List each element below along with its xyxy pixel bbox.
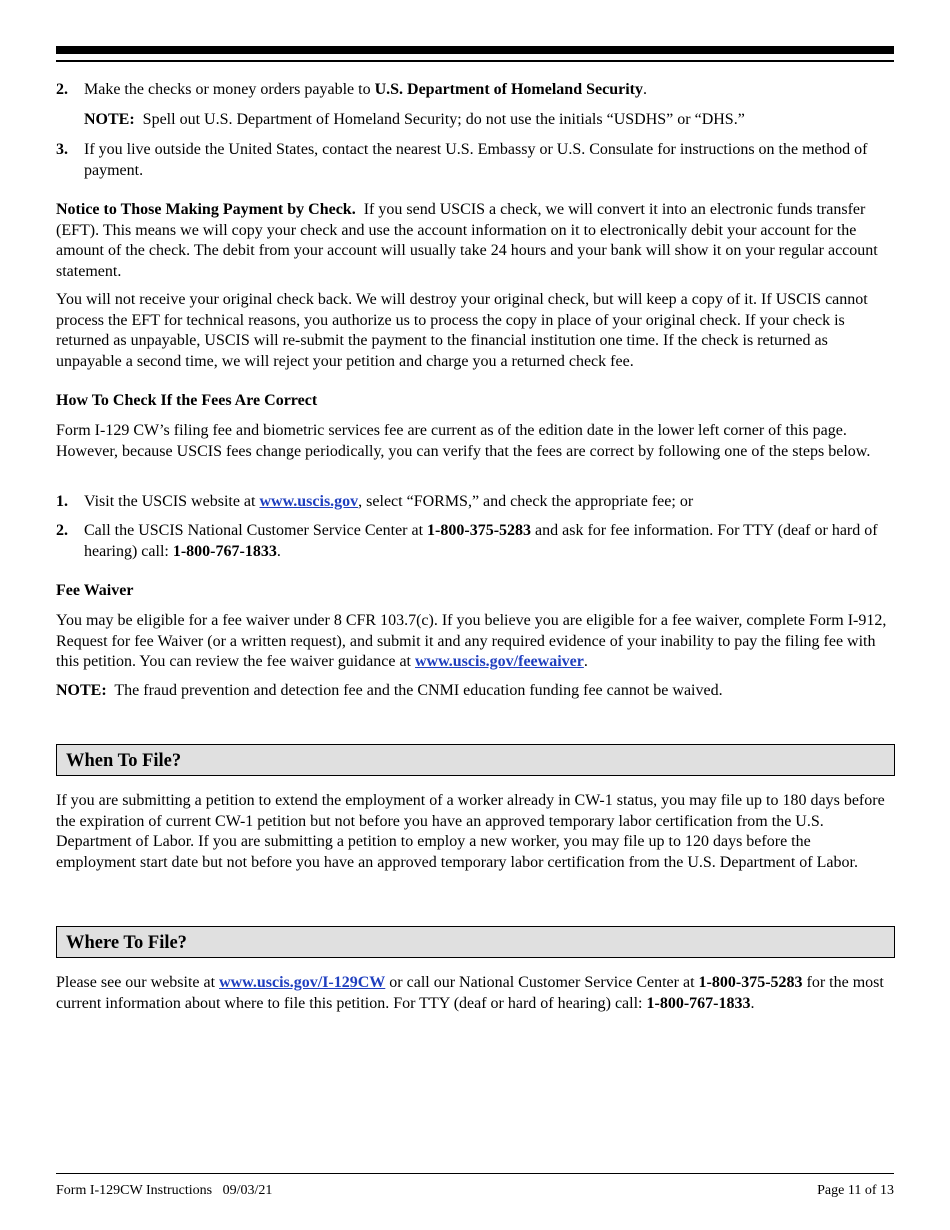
fee-waiver-text-end: . [583,653,588,670]
item-text: Call the USCIS National Customer Service Center at [84,522,428,539]
check-notice-text: If you send USCIS a check, we will convert it into an electronic funds transfer (EFT). This means we will copy your check and use the account information on it to electronically debit your account for the amount of the check. The debit from your account will usually take 24 hours and your bank will show it on your regular account statement. [56,201,878,280]
fees-check-heading: How To Check If the Fees Are Correct [56,392,318,409]
ncsc-phone: 1-800-375-5283 [427,522,532,539]
item-text-mid: and ask for fee information. For TTY (deaf or hard of hearing) call: [84,522,878,560]
when-to-file-paragraph: If you are submitting a petition to extend the employment of a worker already in CW-1 status, you may file up to 180 days before the expiration of current CW-1 petition but not before you have an approved temporary labor certification from the U.S. Department of Labor. If you are submitting a petition to employ a new worker, you may file up to 120 days before the employment start date but not before you have an approved temporary labor certification from the U.S. Department of Labor. [56,792,885,871]
item-text-end: , select “FORMS,” and check the appropriate fee; or [358,493,694,510]
fees-check-intro: Form I-129 CW’s filing fee and biometric services fee are current as of the edition date in the lower left corner of this page. However, because USCIS fees change periodically, you can verify that the fees are correct by following one of the steps below. [56,422,871,460]
when-to-file-header [56,744,895,776]
check-notice-label: Notice to Those Making Payment by Check. [56,201,356,218]
footer-form-edition: Form I-129CW Instructions 09/03/21 [56,1183,273,1198]
item-number: 1. [56,493,68,510]
step-text: If you live outside the United States, contact the nearest U.S. Embassy or U.S. Consulate for instructions on the method of payment. [84,141,868,179]
where-text-mid: or call our National Customer Service Center at [385,974,699,991]
where-text: Please see our website at [56,974,220,991]
fee-waiver-heading: Fee Waiver [56,582,134,599]
where-text-end: . [750,994,755,1012]
footer-rule [56,1173,894,1174]
footer-page-number: Page 11 of 13 [817,1183,894,1198]
fees-check-item-2 [56,521,922,562]
where-to-file-paragraph [56,973,894,1014]
uscis-website-link[interactable]: www.uscis.gov [259,493,359,510]
payment-note [56,110,922,131]
step-number: 3. [56,141,68,158]
fee-waiver-link[interactable]: www.uscis.gov/feewaiver [415,653,584,670]
item-text-end: . [276,542,281,560]
note-text: Spell out U.S. Department of Homeland Security; do not use the initials “USDHS” or “DHS.” [142,111,745,128]
note-label: NOTE: [56,682,107,699]
check-notice-paragraph [56,200,894,282]
tty-phone: 1-800-767-1833 [172,542,277,560]
payee-name: U.S. Department of Homeland Security [374,81,643,98]
fee-waiver-note [56,681,894,702]
i129cw-link[interactable]: www.uscis.gov/I-129CW [219,974,386,991]
step-text: Make the checks or money orders payable to [84,81,375,98]
payment-step-3 [56,140,922,181]
fee-waiver-text: You may be eligible for a fee waiver under 8 CFR 103.7(c). If you believe you are eligible for a fee waiver, complete Form I-912, Request for fee Waiver (or a written request), and submit it and any required evidence of your inability to pay the filing fee with this petition. You can review the fee waiver guidance at [56,612,887,670]
payment-step-2 [56,80,922,101]
header-rule-thin [56,60,894,62]
step-text-end: . [642,81,647,98]
step-number: 2. [56,81,68,98]
section-title: When To File? [66,751,182,771]
item-text: Visit the USCIS website at [84,493,260,510]
tty-phone: 1-800-767-1833 [646,994,751,1012]
where-to-file-header [56,926,895,958]
item-number: 2. [56,522,68,539]
where-text-mid2: for the most current information about where to file this petition. For TTY (deaf or hard of hearing) call: [56,974,884,1012]
check-return-paragraph: You will not receive your original check back. We will destroy your original check, but will keep a copy of it. If USCIS cannot process the EFT for technical reasons, you authorize us to process the copy in place of your original check. If your check is returned as unpayable, USCIS will re-submit the payment to the financial institution one time. If the check is returned as unpayable a second time, we will reject your petition and charge you a returned check fee. [56,291,868,370]
header-rule-thick [56,46,894,54]
fees-check-item-1 [56,492,922,513]
ncsc-phone: 1-800-375-5283 [698,974,803,991]
fee-waiver-paragraph [56,611,894,673]
section-title: Where To File? [66,933,187,953]
note-label: NOTE: [84,111,135,128]
note-text: The fraud prevention and detection fee and the CNMI education funding fee cannot be waived. [114,682,723,699]
